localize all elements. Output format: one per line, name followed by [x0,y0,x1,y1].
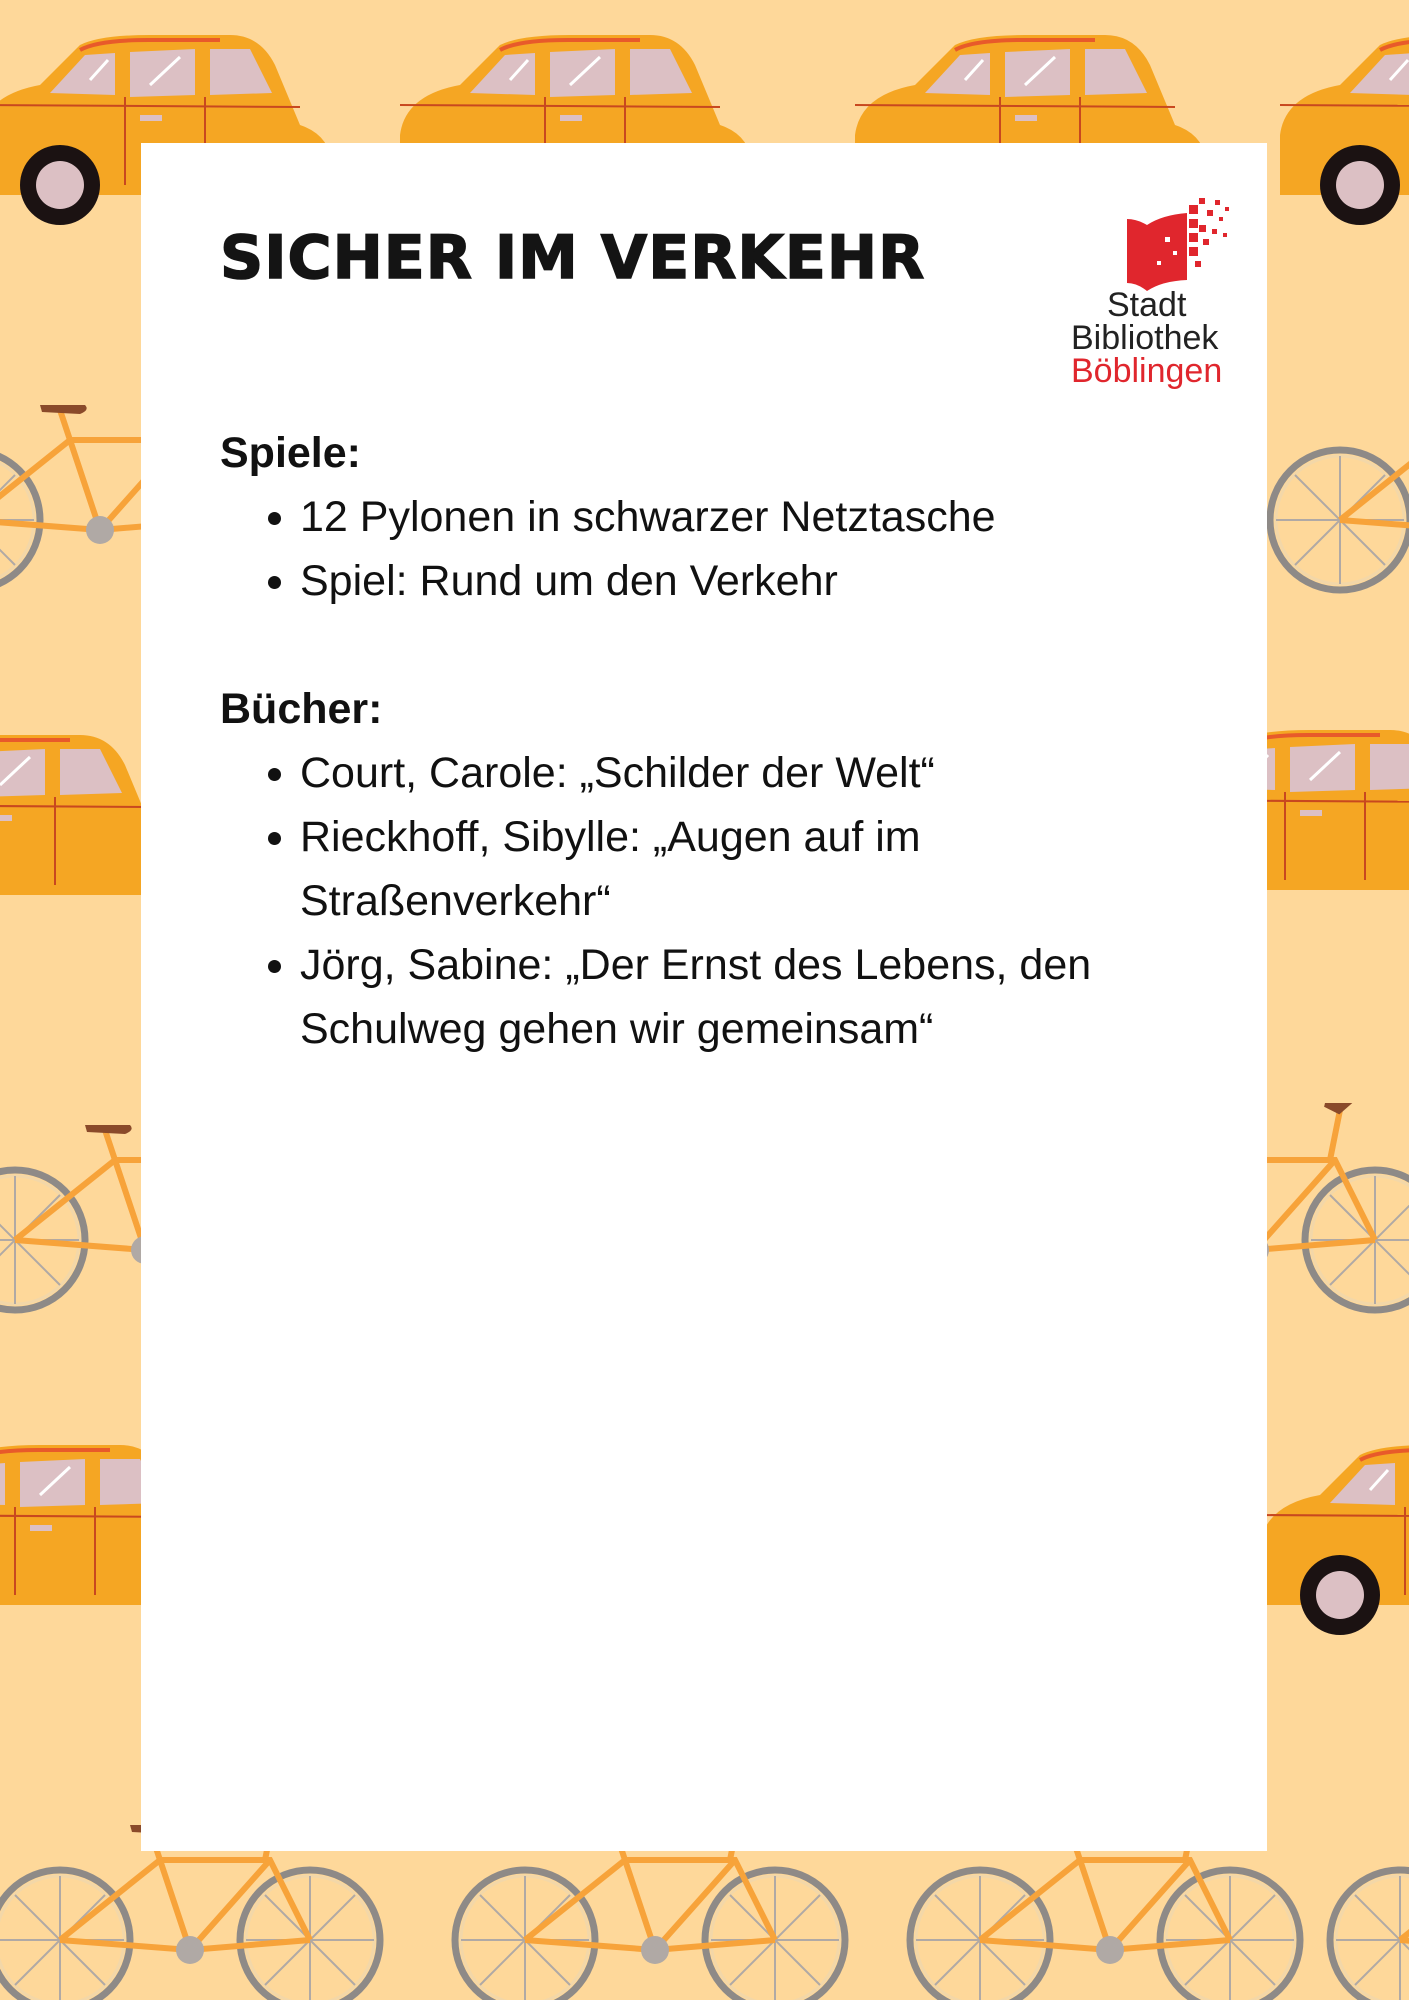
book-icon [1047,195,1237,295]
list-item: • Spiel: Rund um den Verkehr [300,549,1220,613]
list-item: • Jörg, Sabine: „Der Ernst des Lebens, den Schulweg gehen wir gemeinsam“ [300,933,1210,1061]
list-item: • Court, Carole: „Schilder der Welt“ [300,741,1220,805]
info-card [141,143,1267,1851]
list-item: • 12 Pylonen in schwarzer Netztasche [300,485,1220,549]
section-spiele [220,421,1220,613]
list-item: • Rieckhoff, Sibylle: „Augen auf im Straßenverkehr“ [300,805,1020,933]
content [220,421,1220,1061]
buecher-list [220,741,1220,1061]
logo-text-stadt: Stadt [1107,286,1187,324]
library-logo [1047,195,1237,390]
section-heading: Spiele: [220,429,361,477]
spiele-list [220,485,1220,613]
logo-text-boeblingen: Böblingen [1071,352,1223,390]
section-heading: Bücher: [220,685,383,733]
page-title: SICHER IM VERKEHR [220,223,926,293]
section-buecher [220,677,1220,1061]
logo-text-bibliothek: Bibliothek [1071,319,1219,357]
